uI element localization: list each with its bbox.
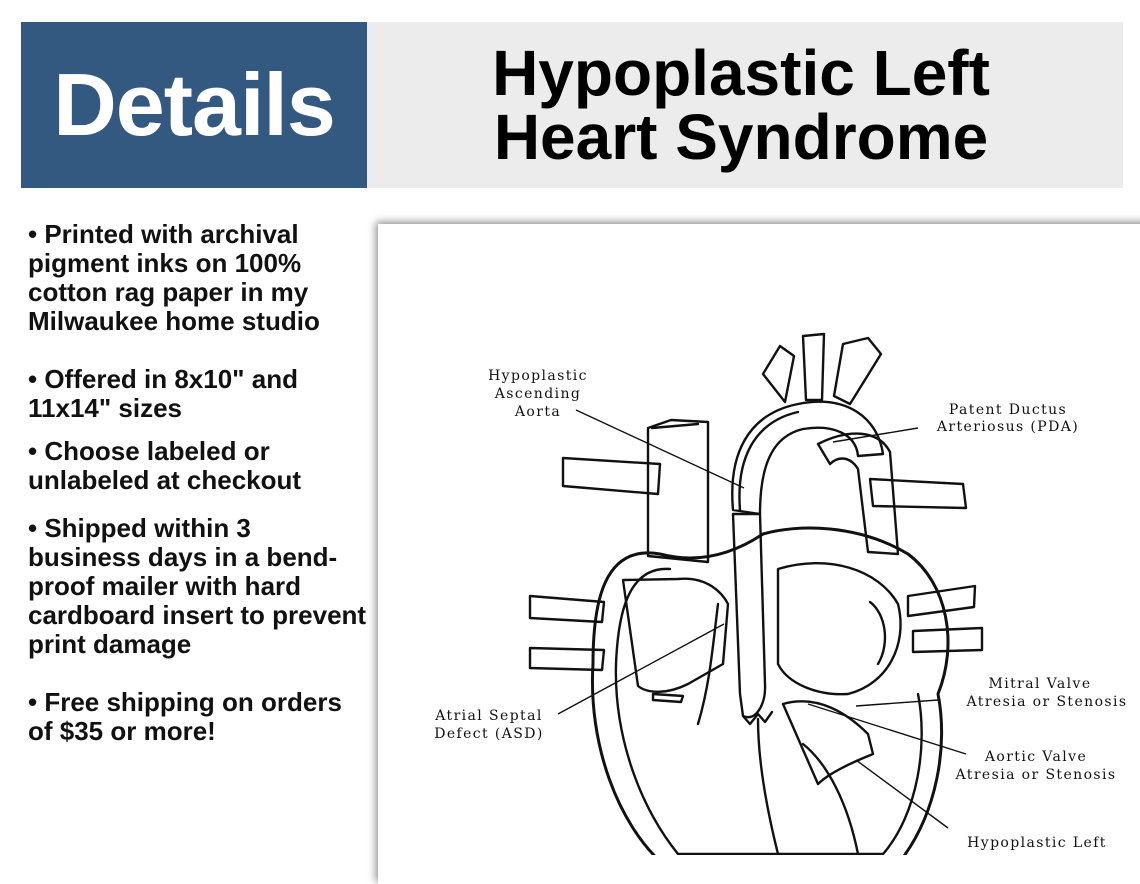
detail-item-printing: • Printed with archival pigment inks on 100% cotton rag paper in my Milwaukee home studio [28, 219, 320, 336]
badge-text: Details [53, 55, 335, 154]
label-ascending-aorta-3: Aorta [514, 404, 562, 420]
detail-item-labels: • Choose labeled or unlabeled at checkout [28, 436, 302, 495]
label-mitral-2: Atresia or Stenosis [966, 694, 1128, 710]
label-ascending-aorta-2: Ascending [494, 386, 582, 402]
label-ascending-aorta-1: Hypoplastic [488, 368, 588, 384]
page-title [367, 22, 1123, 188]
label-mitral-1: Mitral Valve [988, 676, 1092, 692]
detail-item-free-shipping: • Free shipping on orders of $35 or more! [28, 687, 342, 746]
detail-item-sizes: • Offered in 8x10" and 11x14" sizes [28, 364, 298, 423]
label-asd-1: Atrial Septal [435, 708, 543, 724]
label-pda-2: Arteriosus (PDA) [936, 419, 1080, 435]
label-aortic-2: Atresia or Stenosis [955, 767, 1117, 783]
label-aortic-1: Aortic Valve [984, 749, 1088, 765]
label-pda-1: Patent Ductus [948, 402, 1068, 418]
heart-diagram-print [378, 224, 1140, 884]
title-line-1: Hypoplastic Left [492, 37, 990, 109]
details-badge [21, 22, 367, 188]
detail-item-shipping-time: • Shipped within 3 business days in a bend-proof mailer with hard cardboard insert to prevent print damage [28, 513, 367, 659]
heart-diagram-illustration [378, 224, 1140, 855]
label-hypoplastic-left: Hypoplastic Left [967, 835, 1107, 851]
label-asd-2: Defect (ASD) [434, 726, 544, 742]
title-line-2: Heart Syndrome [493, 101, 989, 173]
